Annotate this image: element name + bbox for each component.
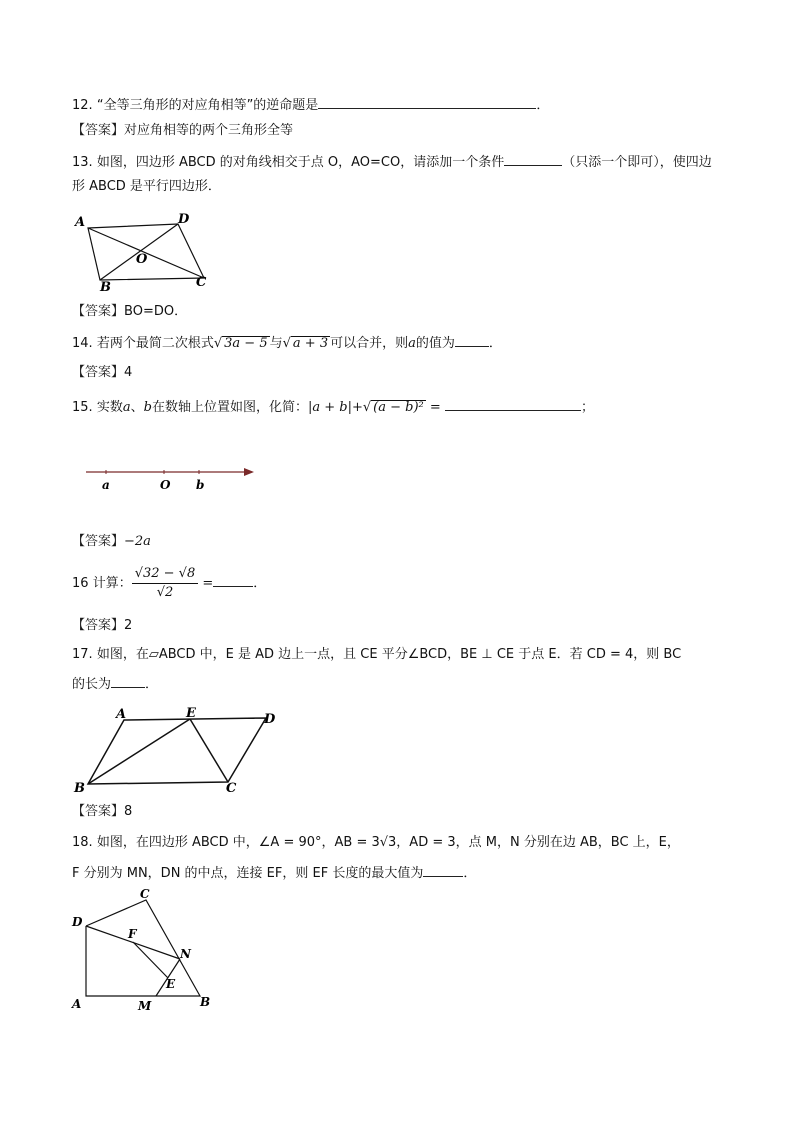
- question-text: 如图，在▱ABCD 中，E 是 AD 边上一点，且 CE 平分∠BCD，BE ⊥ CE 于点 E．若 CD = 4，则 BC: [96, 647, 682, 662]
- punctuation: ．: [145, 677, 159, 692]
- segment-ef: [133, 942, 168, 978]
- label-o: O: [160, 478, 171, 492]
- answer-tag: 【答案】: [72, 123, 125, 138]
- q13-answer: [72, 302, 187, 322]
- answer-tag: 【答案】: [72, 304, 125, 319]
- q17-answer: [72, 802, 132, 822]
- q12-answer: [72, 121, 293, 141]
- numerator: √32 − √8: [132, 565, 199, 584]
- abs-expression: |a + b|: [307, 400, 352, 415]
- question-text: 在数轴上位置如图，化简：: [151, 400, 308, 415]
- fraction: [132, 565, 199, 602]
- punctuation: ．: [536, 98, 550, 113]
- q13-text-line1: [72, 151, 712, 173]
- question-number: 12.: [72, 98, 93, 113]
- radicand: (a − b)²: [373, 400, 424, 415]
- answer-blank: [445, 396, 581, 411]
- question-number: 18.: [72, 835, 93, 850]
- q15-answer: [72, 532, 151, 552]
- answer-blank: [318, 94, 536, 109]
- q18-text-line1: [72, 833, 680, 853]
- label-b: B: [74, 781, 85, 796]
- question-number: 15.: [72, 400, 93, 415]
- answer-tag: 【答案】: [72, 534, 125, 549]
- variable-a: a: [408, 336, 416, 351]
- arrow-head-icon: [244, 468, 254, 476]
- label-f: F: [128, 927, 137, 941]
- label-a: a: [102, 478, 110, 492]
- question-number: 17.: [72, 647, 93, 662]
- denominator: √2: [156, 585, 174, 600]
- variable-a: a: [122, 400, 131, 415]
- radicand-2: a + 3: [292, 336, 329, 351]
- answer-text: 4: [124, 365, 133, 380]
- punctuation: ；: [580, 400, 594, 415]
- question-text: 形 ABCD 是平行四边形．: [72, 179, 221, 194]
- question-text: 计算：: [92, 576, 132, 591]
- q15-text: [72, 396, 594, 418]
- q18-quadrilateral-figure: [66, 884, 226, 1016]
- question-text: 与: [269, 336, 283, 351]
- question-text: 若两个最简二次根式: [96, 336, 214, 351]
- label-d: D: [264, 712, 276, 727]
- question-number: 14.: [72, 336, 93, 351]
- sqrt-symbol: √: [362, 400, 372, 415]
- label-e: E: [166, 977, 176, 991]
- answer-blank: [213, 572, 253, 587]
- punctuation: ．: [488, 336, 502, 351]
- plus-sign: +: [351, 400, 363, 415]
- answer-text: 8: [124, 804, 133, 819]
- answer-tag: 【答案】: [72, 618, 125, 633]
- answer-blank: [504, 151, 562, 166]
- sqrt-symbol: √: [213, 336, 223, 351]
- sqrt-symbol: √: [282, 336, 291, 351]
- question-text: 实数: [96, 400, 123, 415]
- question-text: 的长为: [72, 677, 112, 692]
- question-text: 可以合并，则: [330, 336, 409, 351]
- label-b: B: [200, 995, 211, 1009]
- equals-sign: =: [429, 400, 441, 415]
- q13-text-line2: [72, 177, 221, 197]
- q14-text: [72, 332, 502, 354]
- label-a: A: [75, 215, 86, 230]
- label-n: N: [180, 947, 191, 961]
- question-number: 16: [72, 576, 89, 591]
- question-text: 的值为: [415, 336, 455, 351]
- label-a: A: [116, 707, 127, 722]
- segment-ce: [190, 719, 228, 782]
- answer-text: −2a: [124, 534, 151, 549]
- question-text: F 分别为 MN，DN 的中点，连接 EF，则 EF 长度的最大值为: [72, 866, 424, 881]
- answer-blank: [455, 332, 489, 347]
- radicand-1: 3a − 5: [224, 336, 268, 351]
- q18-text-line2: [72, 862, 476, 884]
- label-c: C: [226, 781, 237, 796]
- label-m: M: [138, 999, 152, 1013]
- answer-tag: 【答案】: [72, 804, 125, 819]
- label-d: D: [72, 915, 83, 929]
- q17-text-line2: [72, 673, 158, 695]
- answer-blank: [111, 673, 145, 688]
- q16-answer: [72, 616, 132, 636]
- segment-be: [88, 719, 190, 784]
- question-text: 、: [130, 400, 144, 415]
- punctuation: ．: [463, 866, 477, 881]
- answer-text: BO=DO．: [124, 304, 188, 319]
- question-text: （只添一个即可），使四边: [562, 155, 712, 170]
- equals-sign: =: [202, 576, 214, 591]
- q17-parallelogram-figure: [70, 704, 284, 796]
- q15-number-line-figure: [84, 462, 264, 496]
- answer-text: 对应角相等的两个三角形全等: [124, 123, 294, 138]
- answer-tag: 【答案】: [72, 365, 125, 380]
- question-number: 13.: [72, 155, 93, 170]
- label-c: C: [196, 275, 207, 290]
- punctuation: ．: [253, 576, 267, 591]
- q12-text: [72, 94, 549, 116]
- label-b: B: [100, 280, 111, 294]
- label-c: C: [140, 887, 150, 901]
- label-o: O: [136, 252, 148, 267]
- label-e: E: [186, 706, 196, 721]
- q17-text-line1: [72, 645, 681, 665]
- answer-text: 2: [124, 618, 133, 633]
- q16-text: [72, 562, 266, 606]
- answer-blank: [423, 862, 463, 877]
- variable-b: b: [143, 400, 152, 415]
- label-b: b: [196, 478, 205, 492]
- q13-parallelogram-figure: [72, 208, 222, 294]
- question-text: “全等三角形的对应角相等”的逆命题是: [96, 98, 319, 113]
- q14-answer: [72, 363, 132, 383]
- label-d: D: [178, 212, 190, 227]
- question-text: 如图，在四边形 ABCD 中，∠A = 90°，AB = 3√3，AD = 3，点 M，N 分别在边 AB，BC 上，E，: [96, 835, 680, 850]
- label-a: A: [72, 997, 82, 1011]
- question-text: 如图，四边形 ABCD 的对角线相交于点 O，AO=CO，请添加一个条件: [96, 155, 505, 170]
